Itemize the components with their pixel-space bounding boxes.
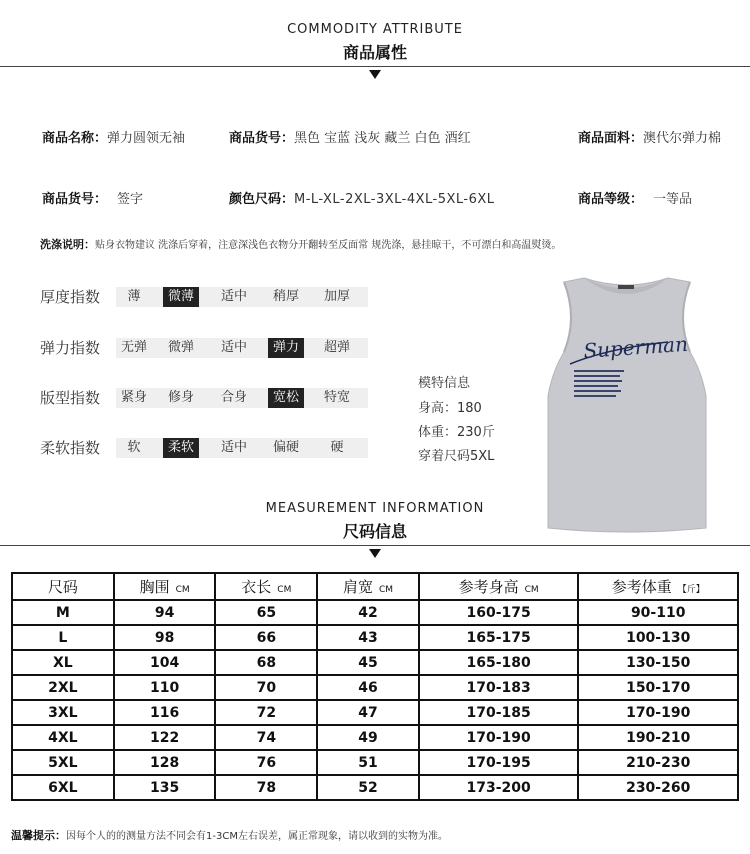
table-cell: 170-190 [578,700,738,725]
table-cell: 173-200 [419,775,579,800]
header-label: 胸围 [139,578,170,596]
measurement-divider [0,545,750,546]
table-cell: 170-190 [419,725,579,750]
header-cell [215,573,317,600]
print-fine-line [574,380,622,382]
header-unit: CM [175,585,190,595]
table-cell: 94 [114,600,216,625]
table-cell: 4XL [12,725,114,750]
header-unit: 【斤】 [677,585,705,595]
index-option-selected: 宽松 [268,388,304,408]
model-weight: 体重：230斤 [418,425,495,440]
attr-key: 商品货号： [229,131,295,146]
header-unit: CM [524,585,539,595]
table-cell: 165-175 [419,625,579,650]
table-cell: 51 [317,750,419,775]
superman-print-text: Superman [582,331,689,363]
size-table-header [12,573,738,600]
attr-key: 商品等级： [578,192,644,207]
table-cell: 6XL [12,775,114,800]
index-option: 微弹 [167,340,194,355]
header-cell [317,573,419,600]
size-table-body [12,600,738,800]
fit-index-label: 版型指数 [40,389,101,407]
print-fine-line [574,385,618,387]
softness-index-label: 柔软指数 [40,439,101,457]
header-label: 肩宽 [342,578,373,596]
header-cell [114,573,216,600]
table-cell: 49 [317,725,419,750]
attr-key: 商品名称： [42,131,108,146]
tip-text: 因每个人的的测量方法不同会有1-3CM左右误差，属正常现象，请以收到的实物为准。 [66,831,448,842]
thickness-index-label: 厚度指数 [40,288,101,306]
header-label: 尺码 [47,578,78,596]
index-option: 无弹 [120,340,147,355]
table-cell: 72 [215,700,317,725]
table-row [12,625,738,650]
table-cell: 78 [215,775,317,800]
index-option: 加厚 [323,289,350,304]
table-cell: 68 [215,650,317,675]
table-row [12,650,738,675]
size-table [11,572,739,801]
table-cell: 160-175 [419,600,579,625]
attr-grade [578,188,692,207]
attr-value: 澳代尔弹力棉 [643,131,722,146]
table-row [12,725,738,750]
table-cell: 165-180 [419,650,579,675]
tank-top-product-image [540,272,712,534]
header-cell [12,573,114,600]
thickness-index-bar [116,287,368,307]
table-cell: 116 [114,700,216,725]
attr-fabric [578,127,721,146]
table-cell: 43 [317,625,419,650]
attr-key: 商品面料： [578,131,644,146]
triangle-down-icon [369,549,381,558]
table-cell: 210-230 [578,750,738,775]
table-cell: 170-183 [419,675,579,700]
table-cell: 128 [114,750,216,775]
elasticity-index-bar [116,338,368,358]
index-option-selected: 弹力 [268,338,304,358]
table-cell: 47 [317,700,419,725]
index-option: 适中 [220,289,247,304]
print-fine-line [574,375,620,377]
table-cell: 98 [114,625,216,650]
header-cell [578,573,738,600]
attr-item-colors [229,127,471,146]
triangle-down-icon [369,70,381,79]
table-cell: 46 [317,675,419,700]
index-option: 特宽 [323,390,350,405]
table-cell: 76 [215,750,317,775]
tank-top-label-tag [618,285,634,289]
table-row [12,700,738,725]
table-cell: 74 [215,725,317,750]
table-cell: 100-130 [578,625,738,650]
table-cell: 110 [114,675,216,700]
table-row [12,600,738,625]
attr-key: 商品货号： [42,192,108,207]
header-unit: CM [277,585,292,595]
table-cell: 52 [317,775,419,800]
print-fine-line [574,395,616,397]
washing-text: 贴身衣物建议 洗涤后穿着，注意深浅色衣物分开翻转至反面常 规洗涤，悬挂晾干，不可漂白和高温熨烫。 [95,240,562,251]
index-option: 偏硬 [272,440,299,455]
index-option: 硬 [330,440,344,455]
softness-index-bar [116,438,368,458]
header-label: 衣长 [241,578,272,596]
attr-color-size [229,188,495,207]
tip-key: 温馨提示： [11,829,66,842]
table-cell: 65 [215,600,317,625]
attr-value: 黑色 宝蓝 浅灰 藏兰 白色 酒红 [294,131,471,146]
index-option: 修身 [167,390,194,405]
header-unit: CM [379,585,394,595]
index-option: 适中 [220,340,247,355]
table-cell: 135 [114,775,216,800]
table-cell: 170-195 [419,750,579,775]
attr-value: M-L-XL-2XL-3XL-4XL-5XL-6XL [294,192,495,207]
table-cell: 230-260 [578,775,738,800]
model-height: 身高：180 [418,401,482,416]
measurement-title-en: MEASUREMENT INFORMATION [265,501,485,516]
table-cell: XL [12,650,114,675]
table-cell: L [12,625,114,650]
table-row [12,675,738,700]
warm-tip [11,827,448,843]
print-fine-line [574,370,624,372]
table-cell: 122 [114,725,216,750]
elasticity-index-label: 弹力指数 [40,339,101,357]
header-label: 参考体重 [611,578,672,596]
table-cell: 104 [114,650,216,675]
table-row [12,775,738,800]
table-cell: 42 [317,600,419,625]
attr-value: 弹力圆领无袖 [107,131,186,146]
table-cell: 190-210 [578,725,738,750]
table-cell: 66 [215,625,317,650]
index-option: 紧身 [120,390,147,405]
index-option-selected: 柔软 [163,438,199,458]
model-size: 穿着尺码5XL [418,449,495,464]
index-option: 稍厚 [272,289,299,304]
washing-instructions [40,236,561,252]
table-cell: 5XL [12,750,114,775]
attribute-divider [0,66,750,67]
index-option: 软 [127,440,141,455]
attr-value: 一等品 [653,192,693,207]
attr-item-number [42,188,143,207]
index-option: 超弹 [323,340,350,355]
washing-key: 洗涤说明： [40,238,95,251]
attribute-title-en: COMMODITY ATTRIBUTE [287,22,463,37]
attr-key: 颜色尺码： [229,192,295,207]
table-cell: M [12,600,114,625]
table-cell: 130-150 [578,650,738,675]
table-cell: 90-110 [578,600,738,625]
table-cell: 2XL [12,675,114,700]
header-label: 参考身高 [458,578,519,596]
fit-index-bar [116,388,368,408]
attr-product-name [42,127,185,146]
measurement-title-cn: 尺码信息 [342,522,407,541]
index-option: 合身 [220,390,247,405]
index-option: 适中 [220,440,247,455]
attribute-title-cn: 商品属性 [342,43,407,62]
header-cell [419,573,579,600]
model-info-title: 模特信息 [418,376,471,391]
print-fine-line [574,390,621,392]
table-cell: 3XL [12,700,114,725]
table-cell: 70 [215,675,317,700]
index-option-selected: 微薄 [163,287,199,307]
table-cell: 45 [317,650,419,675]
table-cell: 150-170 [578,675,738,700]
table-cell: 170-185 [419,700,579,725]
index-option: 薄 [127,289,141,304]
table-row [12,750,738,775]
attr-value: 签字 [117,192,144,207]
